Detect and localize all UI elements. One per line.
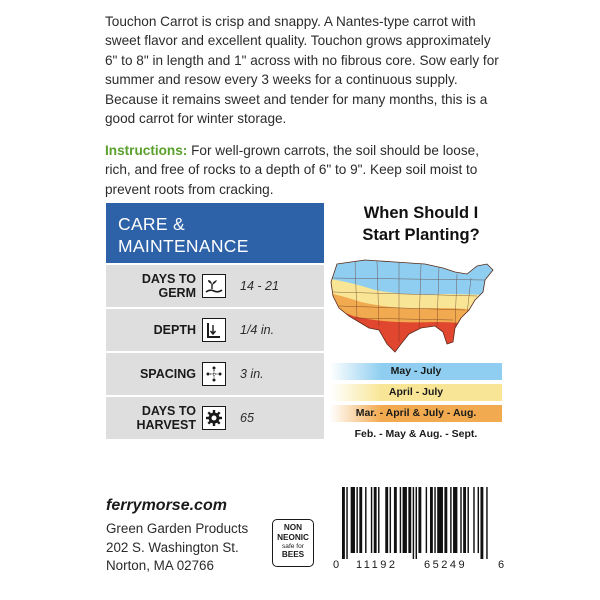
instructions-text: For well-grown carrots, the soil should be loose, rich, and free of rocks to a depth of 6" to 9". Keep soil moist to prevent roots from cracking. — [105, 143, 479, 197]
care-value: 65 — [240, 411, 254, 425]
zone-label: Mar. - April & July - Aug. — [330, 405, 502, 422]
instructions-label: Instructions: — [105, 143, 188, 158]
care-value: 14 - 21 — [240, 279, 279, 293]
product-description: Touchon Carrot is crisp and snappy. A Nantes-type carrot with sweet flavor and excellent quality. Touchon grows approximately 6" to 8" in length and 1" across with no fibrous core. Sow early for summer and resow every 3 weeks for a continuous supply. Because it remains sweet and tender for many months, this is a good carrot for winter storage. — [105, 14, 499, 127]
care-label: DEPTH — [153, 323, 196, 337]
care-title — [106, 203, 324, 263]
company-name: Green Garden Products — [106, 521, 249, 536]
care-label — [106, 404, 202, 432]
care-value: 3 in. — [240, 367, 264, 381]
care-title-line2: MAINTENANCE — [118, 236, 249, 256]
care-label-text: DAYS TO HARVEST — [136, 404, 196, 432]
website: ferrymorse.com — [106, 497, 227, 514]
planting-title-line1: When Should I — [363, 204, 479, 222]
depth-icon — [202, 318, 226, 342]
care-row-depth — [106, 309, 324, 351]
gear-icon — [202, 406, 226, 430]
zone-label: May - July — [330, 363, 502, 380]
planting-title — [335, 202, 507, 246]
barcode — [342, 487, 492, 559]
care-title-line1: CARE & — [118, 214, 185, 234]
badge-line4: BEES — [281, 550, 305, 560]
company-address — [106, 520, 248, 576]
barcode-right-digit: 6 — [498, 559, 505, 571]
care-value: 1/4 in. — [240, 323, 275, 337]
zone-label: Feb. - May & Aug. - Sept. — [330, 426, 502, 443]
barcode-left-digit: 0 — [333, 559, 340, 571]
care-row-harvest — [106, 397, 324, 439]
seedling-icon — [202, 274, 226, 298]
care-row-spacing — [106, 353, 324, 395]
care-table — [106, 203, 324, 439]
care-label: SPACING — [139, 367, 196, 381]
spacing-icon — [202, 362, 226, 386]
zone-label: April - July — [330, 384, 502, 401]
us-planting-map — [325, 252, 505, 362]
street: 202 S. Washington St. — [106, 539, 239, 555]
badge-line2: NEONIC — [277, 532, 309, 542]
badge-line1: NON — [283, 523, 303, 532]
badge-line3: safe for — [282, 542, 304, 550]
non-neonic-badge — [272, 519, 314, 567]
care-label: DAYS TO GERM — [141, 272, 196, 300]
barcode-group2: 65249 — [424, 559, 468, 571]
barcode-group1: 11192 — [356, 559, 398, 571]
instructions — [105, 141, 505, 199]
care-row-germ — [106, 265, 324, 307]
city: Norton, MA 02766 — [106, 558, 214, 573]
planting-title-line2: Start Planting? — [362, 226, 480, 244]
